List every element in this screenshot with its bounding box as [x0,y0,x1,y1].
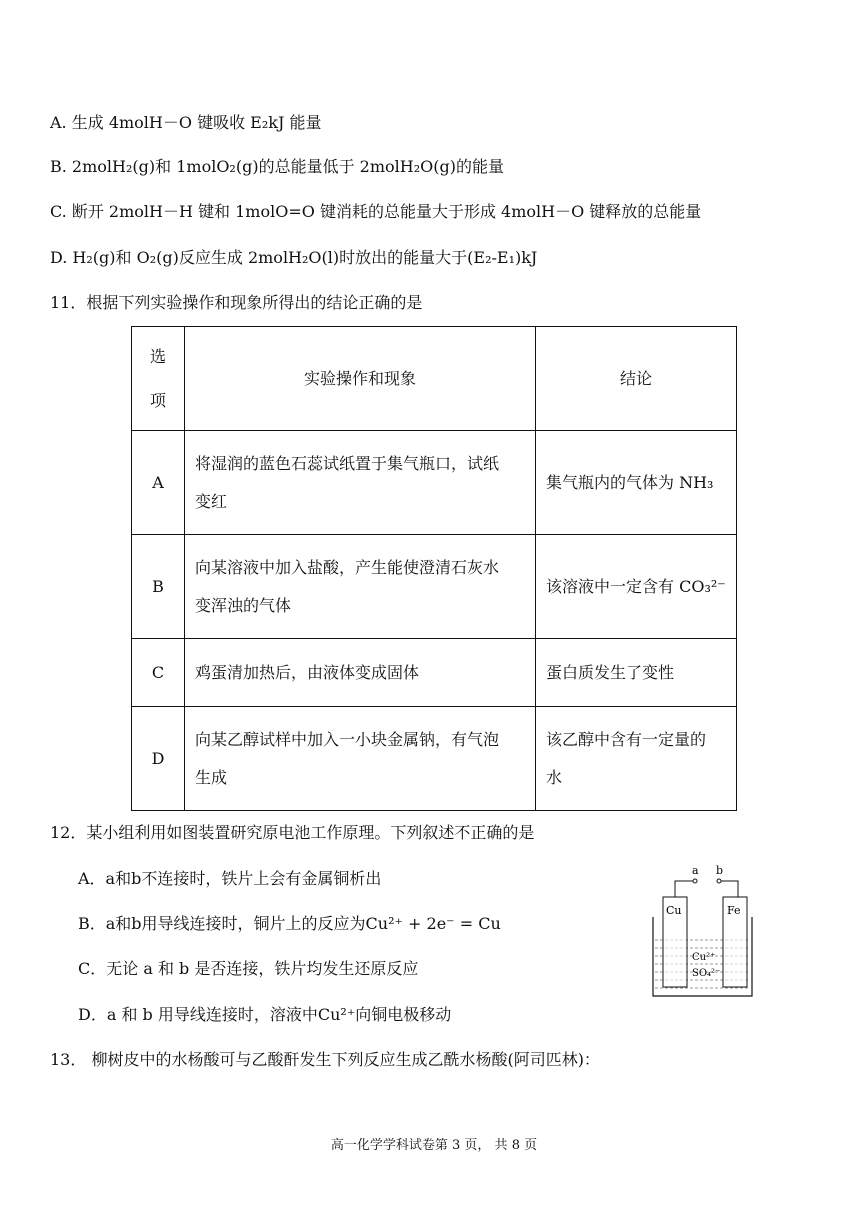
table-header-row [132,327,737,431]
conclusion-line1: 该乙醇中含有一定量的 [546,729,707,749]
copper-label: Cu [666,904,682,917]
row-conclusion: 蛋白质发生了变性 [536,639,737,707]
row-option: B [132,535,185,639]
row-conclusion: 集气瓶内的气体为 NH₃ [536,431,737,535]
header-conclusion: 结论 [536,327,737,431]
header-option [132,327,185,431]
row-option: A [132,431,185,535]
header-option-line1: 选 [149,346,166,366]
operation-line1: 向某溶液中加入盐酸，产生能使澄清石灰水 [195,557,500,577]
terminal-b-label: b [716,864,724,877]
terminal-b [717,879,721,883]
header-operation: 实验操作和现象 [185,327,536,431]
row-option: D [132,707,185,811]
q12-option-a: A．a和b不连接时，铁片上会有金属铜析出 [78,869,382,888]
row-conclusion [536,707,737,811]
terminal-a [693,879,697,883]
experiment-table [131,326,737,811]
operation-line1: 将湿润的蓝色石蕊试纸置于集气瓶口，试纸 [195,453,500,473]
conclusion-line2: 水 [546,767,563,787]
q13-stem: 13． 柳树皮中的水杨酸可与乙酸酐发生下列反应生成乙酰水杨酸(阿司匹林)： [50,1050,600,1069]
copper-ion-label: Cu²⁺ [692,952,716,963]
q10-option-b: B. 2molH₂(g)和 1molO₂(g)的总能量低于 2molH₂O(g)的能量 [50,157,504,176]
q12-option-d: D．a 和 b 用导线连接时，溶液中Cu²⁺向铜电极移动 [78,1005,452,1024]
sulfate-ion-label: SO₄²⁻ [692,968,721,979]
row-option: C [132,639,185,707]
iron-label: Fe [727,904,741,917]
q12-option-c: C．无论 a 和 b 是否连接，铁片均发生还原反应 [78,959,419,978]
wire-right [721,881,738,897]
galvanic-cell-figure [650,862,755,1000]
table-row [132,431,737,535]
table-row [132,535,737,639]
row-operation: 鸡蛋清加热后，由液体变成固体 [185,639,536,707]
row-conclusion: 该溶液中一定含有 CO₃²⁻ [536,535,737,639]
wire-left [675,881,693,897]
q10-option-d: D. H₂(g)和 O₂(g)反应生成 2molH₂O(l)时放出的能量大于(E₂-E₁)kJ [50,248,538,267]
q10-option-a: A. 生成 4molH－O 键吸收 E₂kJ 能量 [50,113,322,132]
operation-line2: 变红 [195,491,228,511]
q11-stem: 11．根据下列实验操作和现象所得出的结论正确的是 [50,293,423,312]
page-footer: 高一化学学科试卷第 3 页， 共 8 页 [330,1138,538,1153]
operation-line2: 生成 [195,767,228,787]
q10-option-c: C. 断开 2molH－H 键和 1molO=O 键消耗的总能量大于形成 4molH－O 键释放的总能量 [50,202,702,221]
table-row [132,639,737,707]
operation-line2: 变浑浊的气体 [195,595,292,615]
row-operation [185,707,536,811]
row-operation [185,535,536,639]
row-operation [185,431,536,535]
q12-option-b: B．a和b用导线连接时，铜片上的反应为Cu²⁺ + 2e⁻ = Cu [78,914,501,933]
table-row [132,707,737,811]
q12-stem: 12．某小组利用如图装置研究原电池工作原理。下列叙述不正确的是 [50,823,535,842]
header-option-line2: 项 [149,390,166,410]
terminal-a-label: a [692,864,699,877]
operation-line1: 向某乙醇试样中加入一小块金属钠，有气泡 [195,729,500,749]
